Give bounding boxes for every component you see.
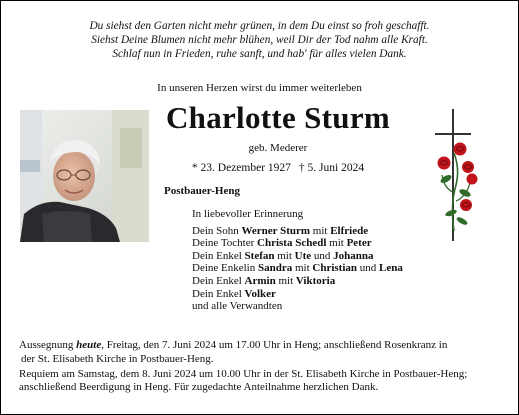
poem-line: Du siehst den Garten nicht mehr grünen, in dem Du einst so froh geschafft. [89, 20, 430, 32]
poem-line: Siehst Deine Blumen nicht mehr blühen, weil Dir der Tod nahm alle Kraft. [91, 34, 428, 47]
portrait-image [20, 110, 149, 242]
mourners-list [192, 208, 403, 313]
birth-name: geb. Mederer [248, 142, 308, 154]
cross-with-roses-icon [426, 105, 486, 245]
mourner-line: Dein Enkel Stefan mit Ute und Johanna [192, 249, 374, 262]
requiem-notice: Requiem am Samstag, dem 8. Juni 2024 um 10.00 Uhr in der St. Elisabeth Kirche in Postbauer-Heng; anschließend Beerdigung in Heng. Für zugedachte Anteilnahme herzlichen Dank. [19, 368, 468, 393]
mourner-line: Deine Tochter Christa Schedl mit Peter [192, 237, 372, 250]
life-dates [161, 162, 395, 174]
mourner-line: Dein Enkel Volker [192, 287, 276, 300]
mourner-line: Dein Enkel Armin mit Viktoria [192, 274, 336, 287]
intro-text: In unseren Herzen wirst du immer weiterleben [157, 82, 362, 94]
deceased-name: Charlotte Sturm [165, 100, 391, 135]
poem [1, 19, 518, 62]
funeral-notice: Aussegnung heute, Freitag, den 7. Juni 2024 um 17.00 Uhr in Heng; anschließend Rosenkranz in der St. Elisabeth Kirche in Postbauer-Heng. [19, 339, 448, 365]
emphasis-today: heute [76, 339, 102, 351]
mourner-line: und alle Verwandten [192, 300, 283, 313]
birth-date: * 23. Dezember 1927 [191, 162, 291, 174]
residence-place: Postbauer-Heng [164, 185, 240, 197]
mourners-lead: In liebevoller Erinnerung [192, 208, 304, 220]
mourner-line: Dein Sohn Werner Sturm mit Elfriede [192, 224, 369, 237]
mourner-line: Deine Enkelin Sandra mit Christian und Lena [192, 262, 403, 275]
portrait-photo [20, 110, 149, 242]
death-date: † 5. Juni 2024 [298, 162, 365, 174]
poem-line: Schlaf nun in Frieden, ruhe sanft, und hab' für alles vielen Dank. [112, 48, 407, 61]
